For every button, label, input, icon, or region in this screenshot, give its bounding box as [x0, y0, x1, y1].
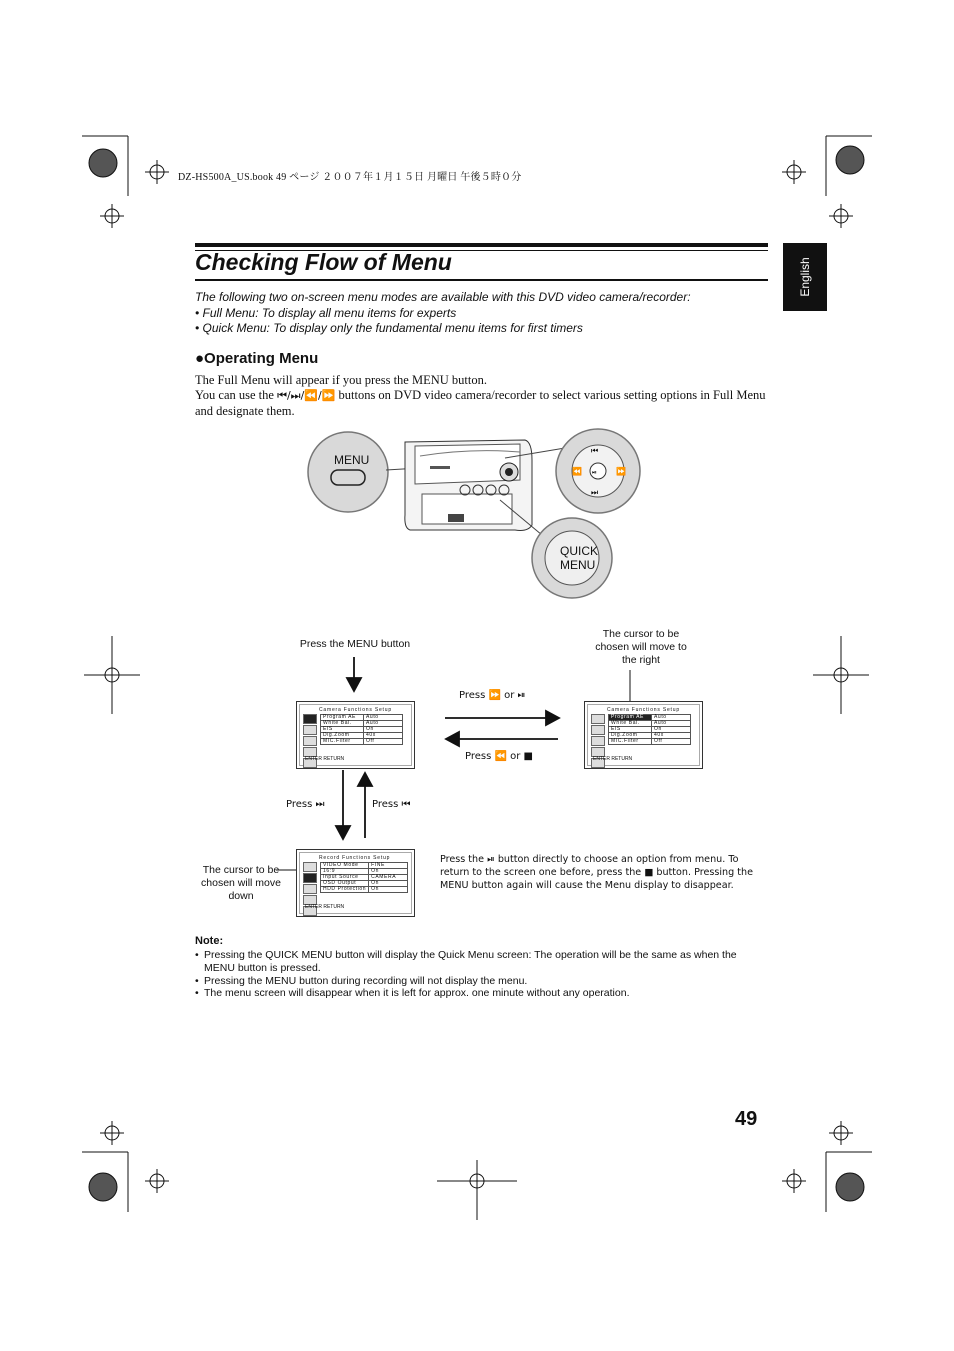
menu-row-value: On — [364, 727, 403, 733]
menu-row-key: VIDEO Mode — [321, 863, 369, 869]
menu-row-key: Dig.Zoom — [321, 733, 364, 739]
menu-row-key: Input Source — [321, 875, 369, 881]
menu-screen-footer: ENTER RETURN — [593, 756, 633, 762]
menu-row-value: Auto — [652, 721, 691, 727]
label-press-next: Press ⏭ — [286, 799, 325, 810]
menu-row-value: Auto — [652, 715, 691, 721]
section-para-1: The Full Menu will appear if you press the MENU button. — [195, 373, 487, 387]
menu-row-key: EIS — [321, 727, 364, 733]
menu-row-value: Auto — [364, 721, 403, 727]
svg-text:⏪: ⏪ — [572, 467, 582, 476]
note-item: • Pressing the QUICK MENU button will display the Quick Menu screen: The operation will be the same as when the MENU button is pressed. — [195, 949, 765, 975]
menu-row-key: Program AE — [321, 715, 364, 721]
menu-row-key: MIC.Filter — [321, 739, 364, 745]
label-cursor-down: The cursor to be chosen will move down — [201, 864, 281, 902]
menu-screen-footer: ENTER RETURN — [305, 756, 345, 762]
menu-screen-table — [320, 862, 408, 893]
menu-row-key: OSD Output — [321, 881, 369, 887]
menu-row-value: On — [369, 887, 408, 893]
file-info: DZ-HS500A_US.book 49 ページ ２００７年１月１５日 月曜日 午後５時０分 — [178, 172, 522, 183]
menu-row-value: On — [369, 869, 408, 875]
menu-row-key: 16:9 — [321, 869, 369, 875]
menu-screen-header: Record Functions Setup — [319, 855, 391, 861]
menu-row-value: Off — [652, 739, 691, 745]
menu-row-value: On — [369, 881, 408, 887]
svg-text:⏭: ⏭ — [591, 488, 599, 497]
menu-row-value: CAMERA — [369, 875, 408, 881]
note-item: • Pressing the MENU button during recording will not display the menu. — [195, 975, 765, 988]
menu-button-label: MENU — [334, 453, 370, 467]
note-title: Note: — [195, 935, 224, 947]
menu-row-key: White Bal. — [321, 721, 364, 727]
intro-lead: The following two on-screen menu modes are available with this DVD video camera/recorder: — [195, 290, 691, 304]
menu-row-value: Off — [364, 739, 403, 745]
menu-row-value: FINE — [369, 863, 408, 869]
intro-bullet: • Full Menu: To display all menu items for experts — [195, 305, 457, 320]
section-para-2a: You can use the — [195, 388, 278, 403]
label-press-right: Press ⏩ or ⏯ — [459, 690, 526, 701]
menu-screen-header: Camera Functions Setup — [319, 707, 392, 713]
quick-menu-label-1: QUICK — [560, 544, 599, 558]
menu-row-key: White Bal. — [609, 721, 652, 727]
label-press-left: Press ⏪ or ■ — [465, 751, 533, 762]
svg-text:⏮: ⏮ — [591, 446, 599, 455]
menu-screen-footer: ENTER RETURN — [305, 904, 345, 910]
note-item: • The menu screen will disappear when it is left for approx. one minute without any operation. — [195, 987, 765, 1000]
button-glyphs: ⏮/⏭/⏪/⏩ — [277, 389, 336, 403]
page-title: Checking Flow of Menu — [195, 249, 452, 275]
label-press-prev: Press ⏮ — [372, 799, 411, 810]
section-title: ●Operating Menu — [195, 350, 319, 367]
menu-row-key: MIC.Filter — [609, 739, 652, 745]
section-para-2b: buttons on DVD video camera/recorder to select various setting options in Full Menu and designate them. — [195, 388, 766, 418]
svg-text:⏩: ⏩ — [616, 467, 626, 476]
menu-row-value: 40x — [364, 733, 403, 739]
flow-instruction: Press the ⏯ button directly to choose an option from menu. To return to the screen one before, press the ■ button. Pressing the MENU button again will cause the Menu display to disappear. — [440, 854, 753, 891]
menu-row-value: On — [652, 727, 691, 733]
menu-row-key: HDD Protection — [321, 887, 369, 893]
menu-row-key: EIS — [609, 727, 652, 733]
menu-row — [609, 739, 691, 745]
language-tab-label: English — [798, 257, 812, 297]
menu-row-key: Program AE — [609, 715, 652, 721]
menu-screen-camera-right — [584, 701, 703, 769]
notes — [195, 949, 765, 1000]
quick-menu-label-2: MENU — [560, 558, 596, 572]
menu-screen-table — [320, 714, 403, 745]
intro-bullet: • Quick Menu: To display only the fundamental menu items for first timers — [195, 321, 583, 335]
label-press-menu: Press the MENU button — [299, 638, 411, 650]
menu-row — [321, 887, 408, 893]
label-cursor-right: The cursor to be chosen will move to the right — [595, 628, 687, 666]
page-number: 49 — [735, 1108, 758, 1130]
svg-text:⏯: ⏯ — [592, 469, 597, 476]
menu-screen-record — [296, 849, 415, 917]
menu-row-value: Auto — [364, 715, 403, 721]
menu-screen-camera — [296, 701, 415, 769]
menu-row-key: Dig.Zoom — [609, 733, 652, 739]
menu-row-value: 40x — [652, 733, 691, 739]
menu-row — [321, 739, 403, 745]
menu-screen-header: Camera Functions Setup — [607, 707, 680, 713]
menu-screen-table — [608, 714, 691, 745]
